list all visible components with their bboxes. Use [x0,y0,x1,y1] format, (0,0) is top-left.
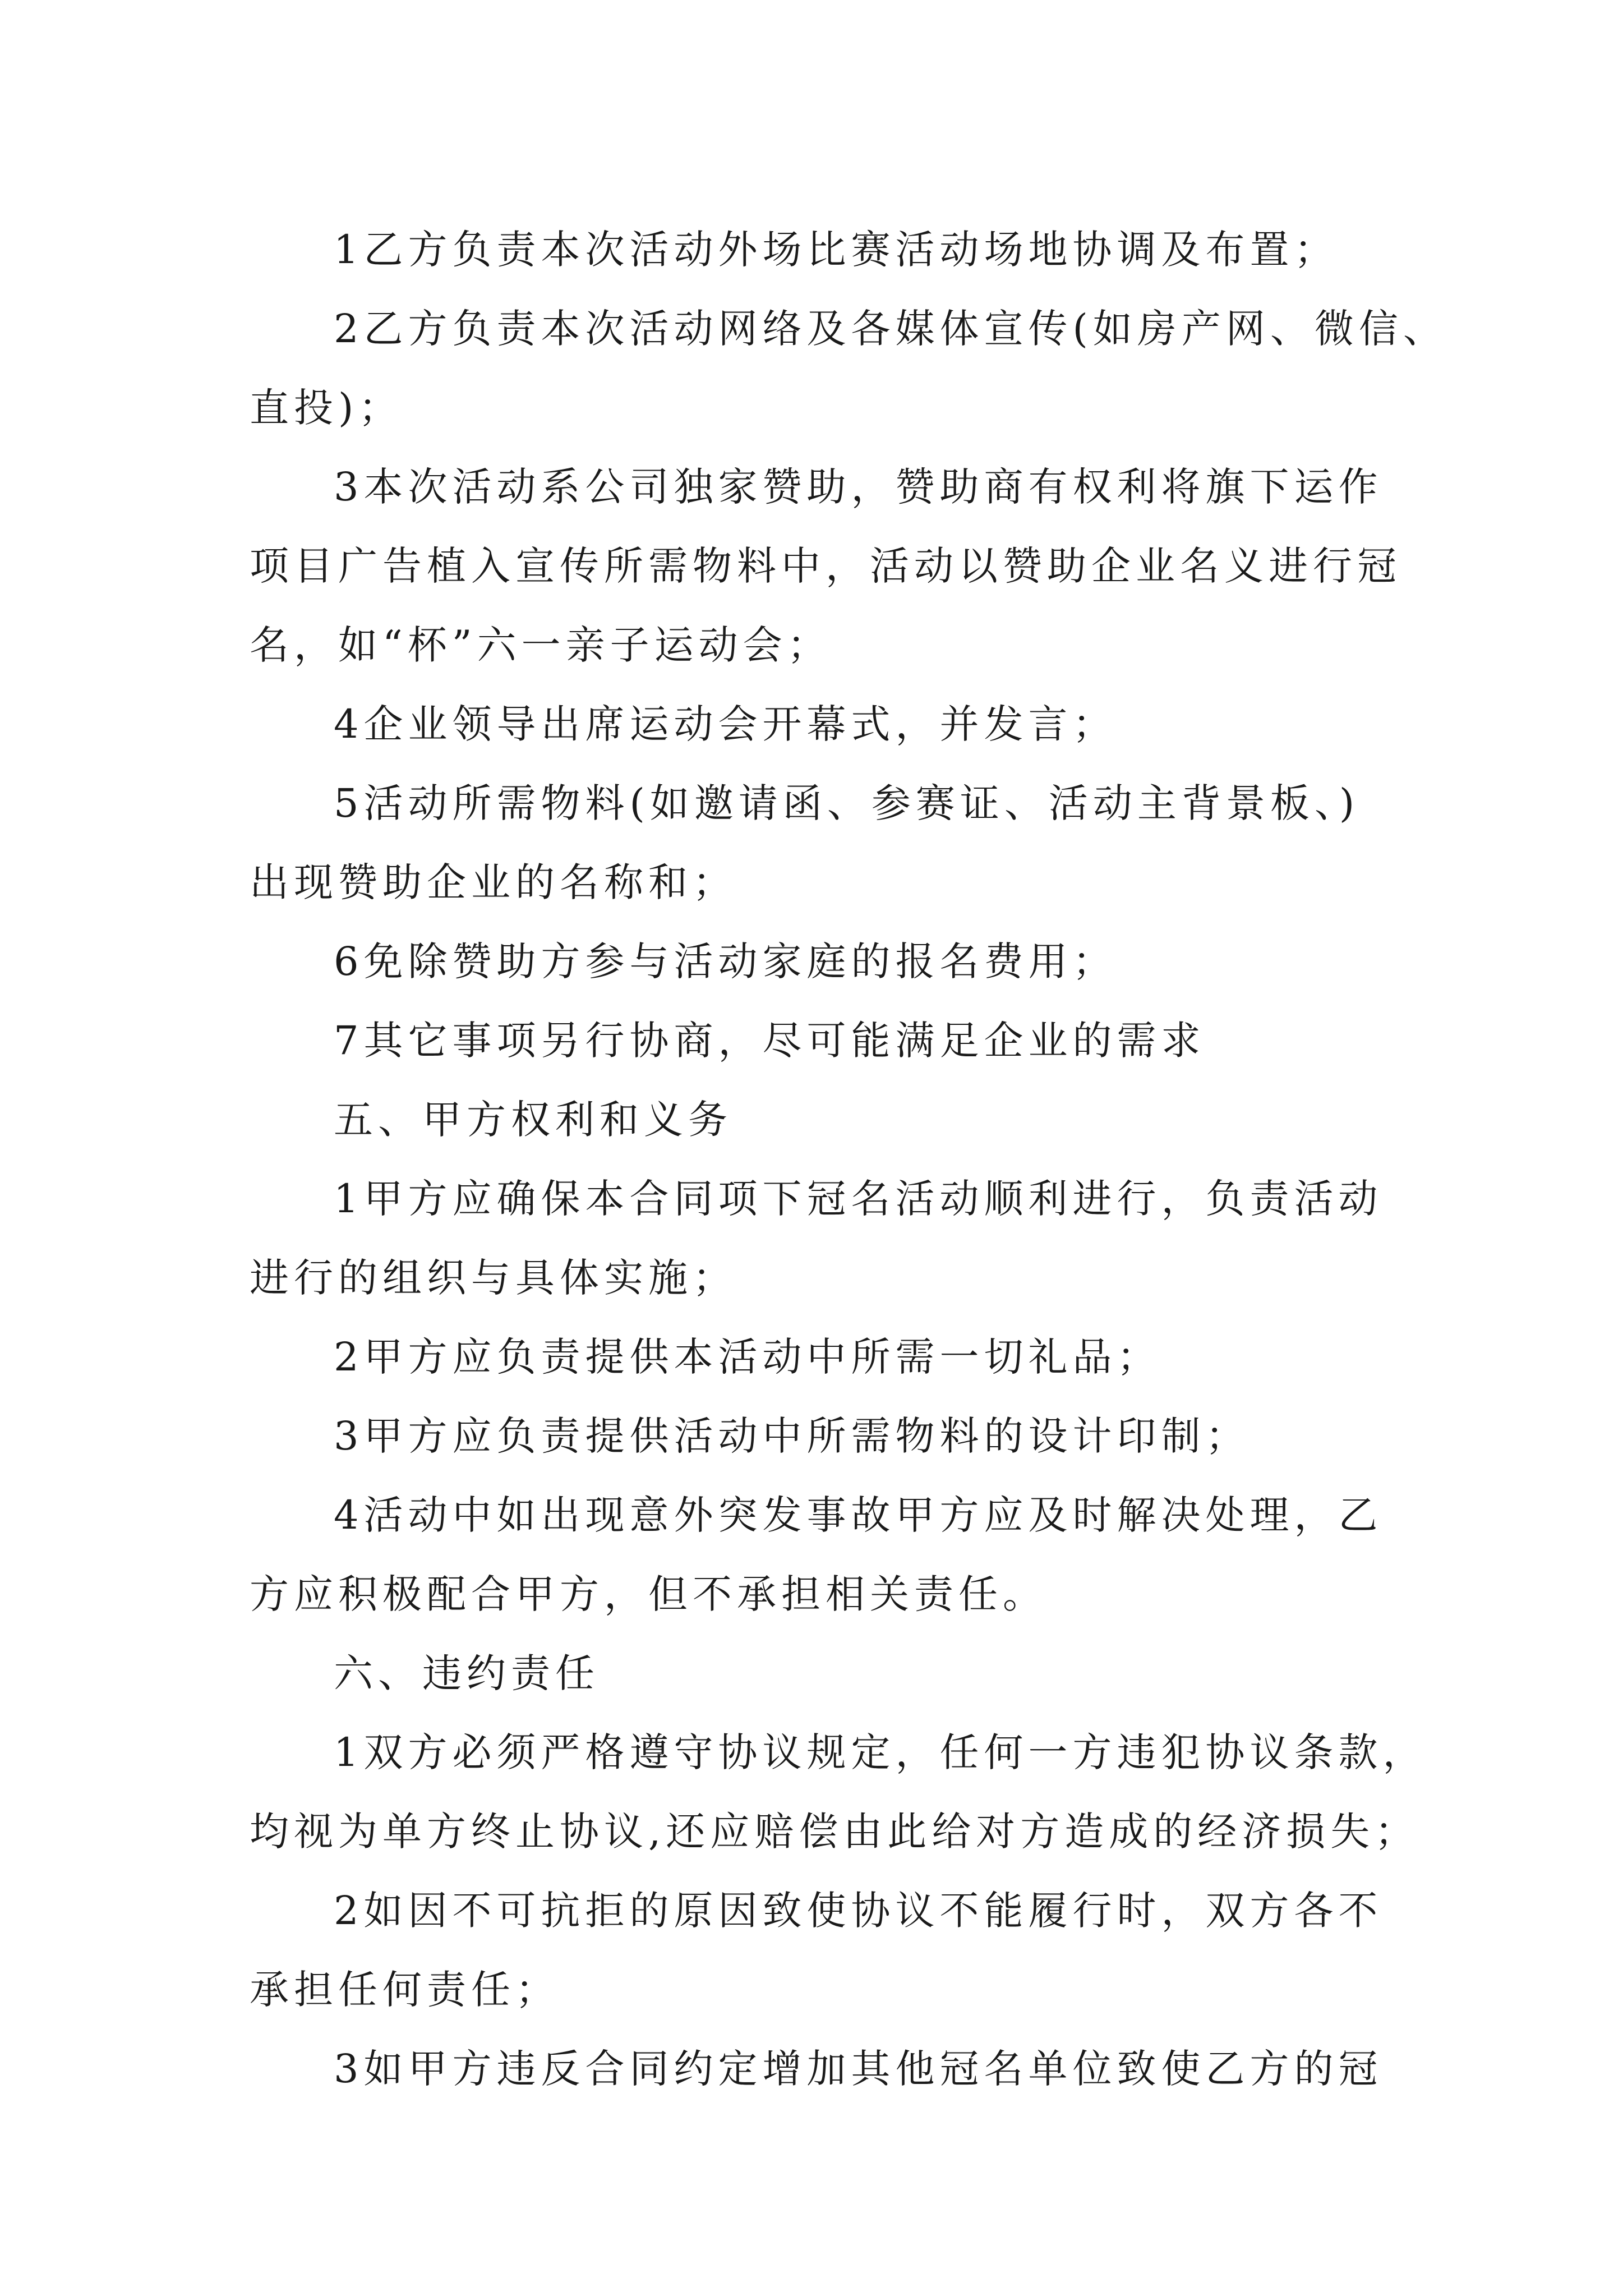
paragraph-line: 1乙方负责本次活动外场比赛活动场地协调及布置； [334,227,1339,273]
section-heading: 六、违约责任 [334,1650,600,1696]
paragraph-line: 出现赞助企业的名称和； [250,859,737,905]
paragraph-line: 方应积极配合甲方，但不承担相关责任。 [250,1571,1047,1617]
paragraph-line: 2甲方应负责提供本活动中所需一切礼品； [334,1334,1161,1380]
paragraph-line: 1甲方应确保本合同项下冠名活动顺利进行，负责活动 [334,1176,1383,1222]
paragraph-line: 承担任何责任； [250,1967,560,2013]
paragraph-line: 均视为单方终止协议,还应赔偿由此给对方造成的经济损失； [250,1809,1419,1855]
paragraph-line: 2如因不可抗拒的原因致使协议不能履行时，双方各不 [334,1888,1383,1934]
document-body [250,210,1447,2109]
paragraph-line: 3甲方应负责提供活动中所需物料的设计印制； [334,1413,1250,1459]
paragraph-line: 7其它事项另行协商，尽可能满足企业的需求 [334,1018,1206,1064]
paragraph-line: 6免除赞助方参与活动家庭的报名费用； [334,938,1117,984]
paragraph-line: 4活动中如出现意外突发事故甲方应及时解决处理，乙 [334,1492,1383,1538]
paragraph-line: 1双方必须严格遵守协议规定，任何一方违犯协议条款， [334,1729,1427,1775]
paragraph-line: 进行的组织与具体实施； [250,1255,737,1301]
paragraph-line: 名，如“杯”六一亲子运动会； [250,622,832,668]
paragraph-line: 4企业领导出席运动会开幕式，并发言； [334,701,1117,747]
paragraph-line: 直投)； [250,385,403,431]
paragraph-line: 5活动所需物料(如邀请函、参赛证、活动主背景板、) [334,780,1360,826]
paragraph-line: 3本次活动系公司独家赞助，赞助商有权利将旗下运作 [334,464,1383,510]
paragraph-line: 项目广告植入宣传所需物料中，活动以赞助企业名义进行冠 [250,543,1401,589]
paragraph-line: 3如甲方违反合同约定增加其他冠名单位致使乙方的冠 [334,2046,1383,2092]
paragraph-line: 2乙方负责本次活动网络及各媒体宣传(如房产网、微信、 [334,306,1447,352]
section-heading: 五、甲方权利和义务 [334,1097,732,1143]
